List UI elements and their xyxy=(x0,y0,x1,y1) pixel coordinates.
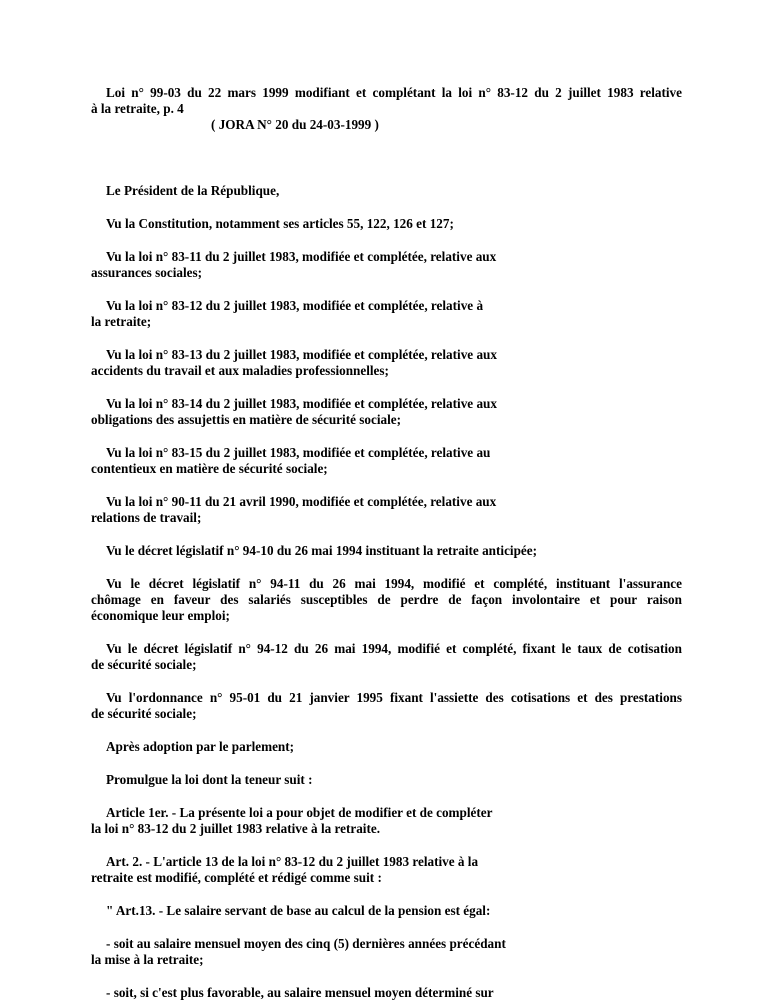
paragraph-line: Vu la loi n° 83-13 du 2 juillet 1983, modifiée et complétée, relative aux xyxy=(106,347,497,362)
paragraph-line: Vu le décret législatif n° 94-10 du 26 mai 1994 instituant la retraite anticipée; xyxy=(106,543,538,558)
paragraph-line: Article 1er. - La présente loi a pour objet de modifier et de compléter xyxy=(106,805,493,820)
paragraph xyxy=(91,854,682,886)
paragraph-line: Après adoption par le parlement; xyxy=(106,739,295,754)
paragraph-line: - soit, si c'est plus favorable, au salaire mensuel moyen déterminé sur xyxy=(106,985,494,1000)
law-title xyxy=(91,85,682,117)
paragraph xyxy=(91,249,682,281)
paragraph-line: Vu la loi n° 90-11 du 21 avril 1990, modifiée et complétée, relative aux xyxy=(106,494,497,509)
paragraph xyxy=(91,543,682,559)
paragraph-line: Vu la loi n° 83-11 du 2 juillet 1983, modifiée et complétée, relative aux xyxy=(106,249,497,264)
paragraph-line: chômage en faveur des salariés susceptibles de perdre de façon involontaire et pour raison xyxy=(91,592,682,607)
paragraph-line: Promulgue la loi dont la teneur suit : xyxy=(106,772,313,787)
paragraph-line: Vu le décret législatif n° 94-12 du 26 mai 1994, modifié et complété, fixant le taux de cotisation xyxy=(106,641,682,656)
paragraph xyxy=(91,772,682,788)
paragraph xyxy=(91,739,682,755)
title-line: à la retraite, p. 4 xyxy=(91,101,184,116)
paragraph xyxy=(91,576,682,624)
paragraph-line: de sécurité sociale; xyxy=(91,706,197,721)
paragraph-line: contentieux en matière de sécurité sociale; xyxy=(91,461,328,476)
paragraph xyxy=(91,690,682,722)
jora-reference: ( JORA N° 20 du 24-03-1999 ) xyxy=(211,117,379,132)
law-body xyxy=(91,183,682,1001)
paragraph-line: Vu la loi n° 83-15 du 2 juillet 1983, modifiée et complétée, relative au xyxy=(106,445,491,460)
paragraph xyxy=(91,805,682,837)
paragraph xyxy=(91,396,682,428)
paragraph-line: " Art.13. - Le salaire servant de base au calcul de la pension est égal: xyxy=(106,903,491,918)
paragraph xyxy=(91,936,682,968)
title-line: Loi n° 99-03 du 22 mars 1999 modifiant et complétant la loi n° 83-12 du 2 juillet 1983 relative xyxy=(106,85,682,100)
paragraph-line: la loi n° 83-12 du 2 juillet 1983 relative à la retraite. xyxy=(91,821,381,836)
paragraph-line: Vu la Constitution, notamment ses articles 55, 122, 126 et 127; xyxy=(106,216,454,231)
paragraph-line: Art. 2. - L'article 13 de la loi n° 83-12 du 2 juillet 1983 relative à la xyxy=(106,854,479,869)
paragraph xyxy=(91,494,682,526)
paragraph xyxy=(91,216,682,232)
paragraph-line: Vu l'ordonnance n° 95-01 du 21 janvier 1995 fixant l'assiette des cotisations et des prestations xyxy=(106,690,682,705)
paragraph-line: de sécurité sociale; xyxy=(91,657,197,672)
paragraph xyxy=(91,903,682,919)
paragraph-line: assurances sociales; xyxy=(91,265,202,280)
paragraph xyxy=(91,183,682,199)
paragraph-line: la mise à la retraite; xyxy=(91,952,204,967)
paragraph-line: Vu le décret législatif n° 94-11 du 26 mai 1994, modifié et complété, instituant l'assurance xyxy=(106,576,682,591)
paragraph xyxy=(91,641,682,673)
paragraph-line: retraite est modifié, complété et rédigé comme suit : xyxy=(91,870,382,885)
paragraph-line: la retraite; xyxy=(91,314,152,329)
paragraph-line: Le Président de la République, xyxy=(106,183,280,198)
paragraph-line: - soit au salaire mensuel moyen des cinq (5) dernières années précédant xyxy=(106,936,506,951)
paragraph-line: obligations des assujettis en matière de sécurité sociale; xyxy=(91,412,401,427)
paragraph-line: Vu la loi n° 83-12 du 2 juillet 1983, modifiée et complétée, relative à xyxy=(106,298,484,313)
paragraph xyxy=(91,298,682,330)
paragraph-line: relations de travail; xyxy=(91,510,202,525)
paragraph xyxy=(91,445,682,477)
paragraph-line: Vu la loi n° 83-14 du 2 juillet 1983, modifiée et complétée, relative aux xyxy=(106,396,497,411)
paragraph-line: accidents du travail et aux maladies professionnelles; xyxy=(91,363,389,378)
paragraph xyxy=(91,347,682,379)
paragraph-line: économique leur emploi; xyxy=(91,608,230,623)
paragraph xyxy=(91,985,682,1001)
